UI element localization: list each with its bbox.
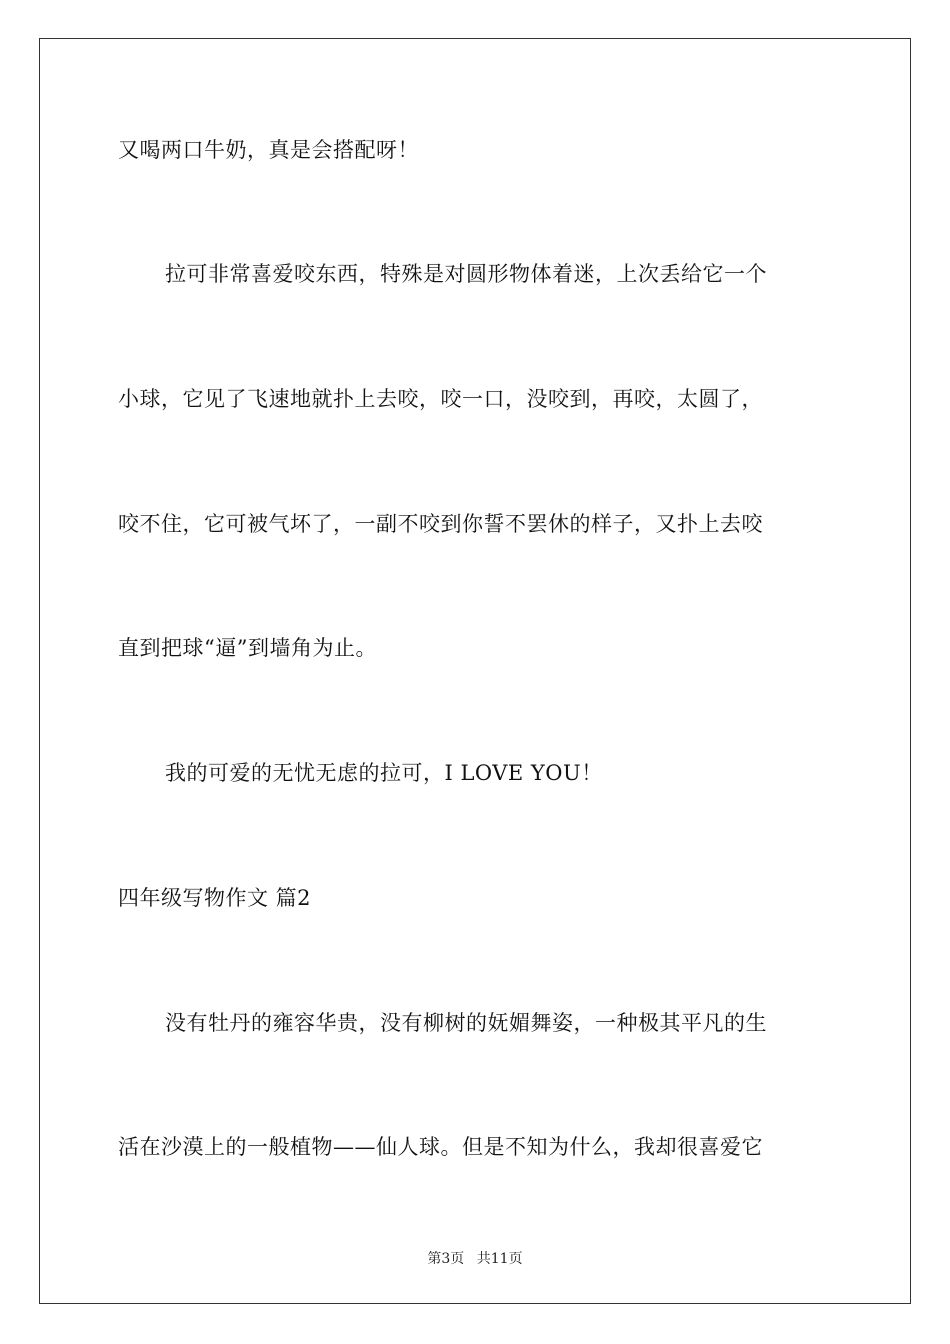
section-heading: 四年级写物作文 篇2 — [118, 886, 312, 910]
text-line: 小球，它见了飞速地就扑上去咬，咬一口，没咬到，再咬，太圆了， — [118, 387, 763, 411]
paragraph-start: 拉可非常喜爱咬东西，特殊是对圆形物体着迷，上次丢给它一个 — [165, 262, 767, 286]
text-line: 又喝两口牛奶，真是会搭配呀！ — [118, 138, 419, 162]
page-footer — [0, 1248, 950, 1268]
text-line: 活在沙漠上的一般植物——仙人球。但是不知为什么，我却很喜爱它 — [118, 1135, 763, 1159]
page-number: 第3页 — [427, 1251, 465, 1267]
page-border — [39, 38, 911, 1304]
paragraph-start: 我的可爱的无忧无虑的拉可，I LOVE YOU！ — [165, 761, 603, 785]
text-line: 咬不住，它可被气坏了，一副不咬到你誓不罢休的样子，又扑上去咬 — [118, 512, 763, 536]
text-line: 直到把球“逼”到墙角为止。 — [118, 636, 377, 660]
paragraph-start: 没有牡丹的雍容华贵，没有柳树的妩媚舞姿，一种极其平凡的生 — [165, 1011, 767, 1035]
page-total: 共11页 — [476, 1251, 523, 1267]
